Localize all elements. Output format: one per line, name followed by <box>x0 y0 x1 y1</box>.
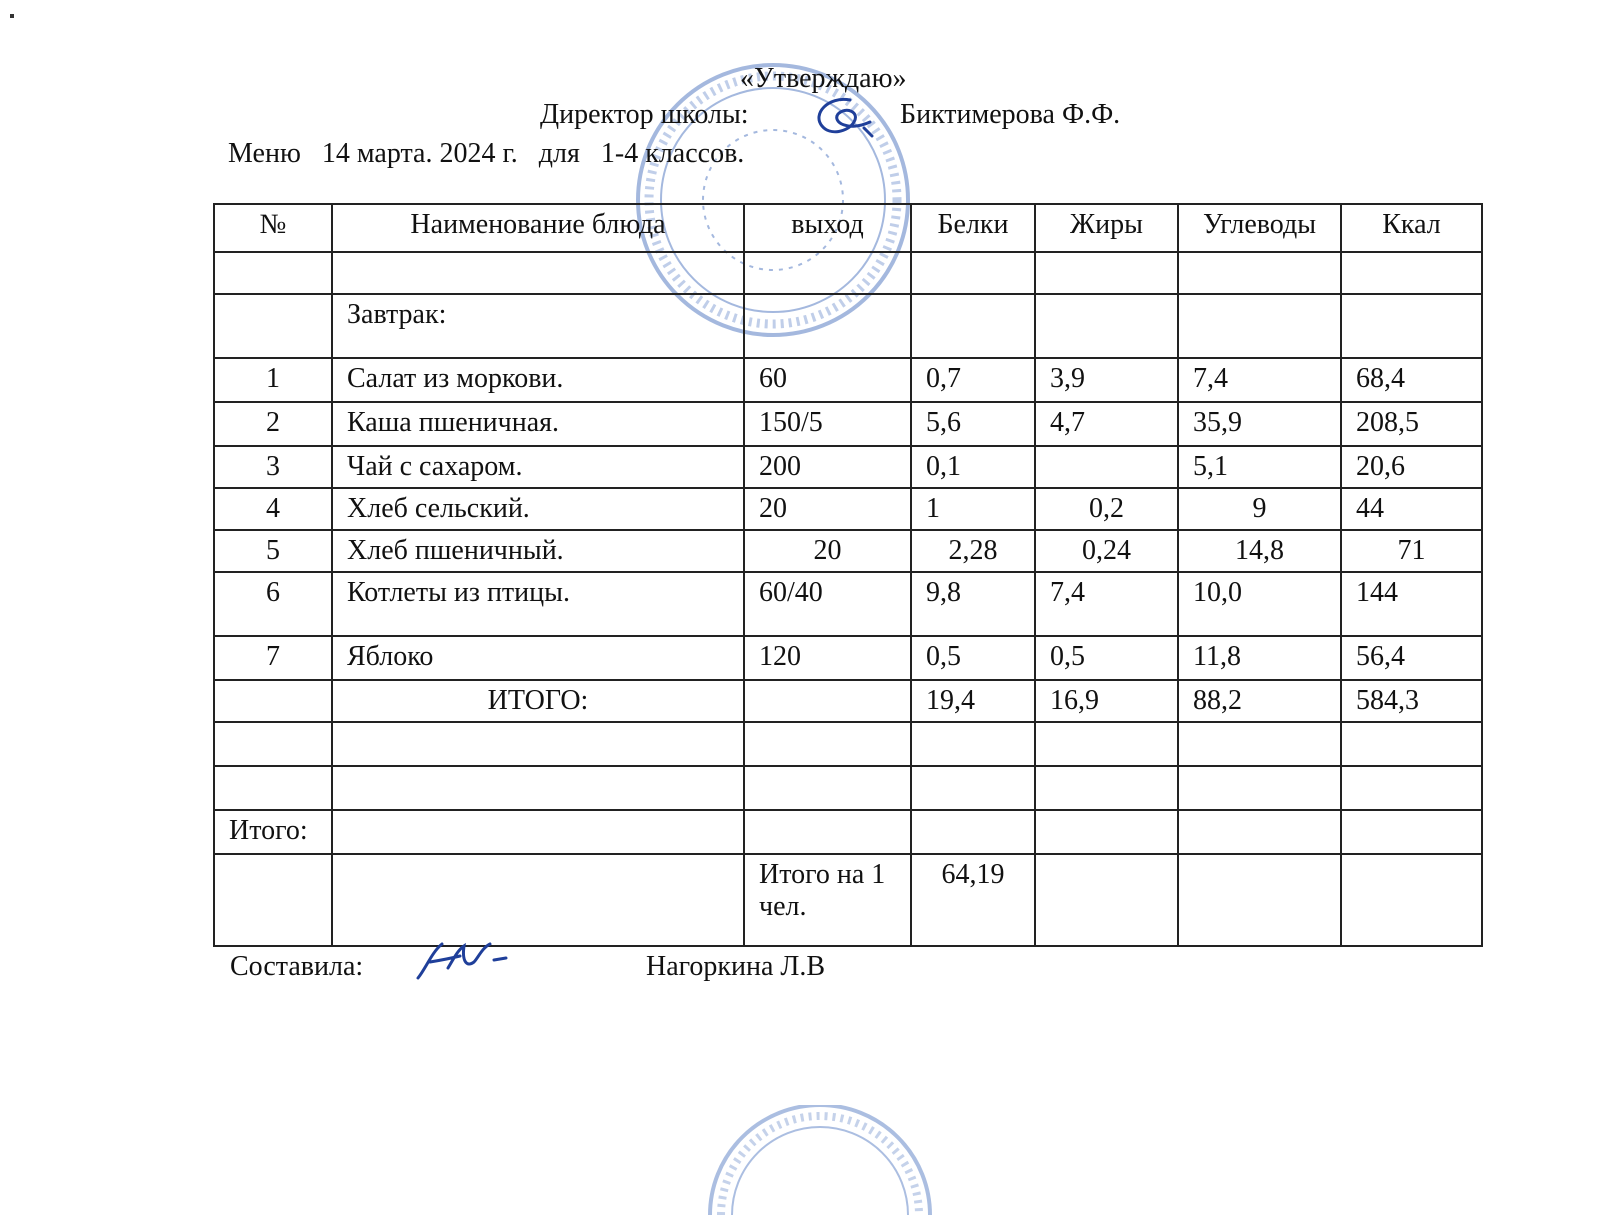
row-protein: 0,1 <box>911 446 1035 488</box>
row-number: 1 <box>214 358 332 402</box>
row-fat <box>1035 446 1178 488</box>
table-header-row <box>214 204 1482 252</box>
per-person-label: Итого на 1 чел. <box>744 854 911 946</box>
row-fat: 4,7 <box>1035 402 1178 446</box>
total-label: ИТОГО: <box>332 680 744 722</box>
director-signature-icon <box>808 92 878 140</box>
total-protein: 19,4 <box>911 680 1035 722</box>
row-kcal: 71 <box>1341 530 1482 572</box>
table-row-per-person <box>214 854 1482 946</box>
table-row-total <box>214 680 1482 722</box>
header-protein: Белки <box>911 204 1035 252</box>
menu-date: 14 марта. 2024 г. <box>321 138 518 169</box>
approval-title: «Утверждаю» <box>740 63 907 94</box>
row-dish-name: Хлеб сельский. <box>332 488 744 530</box>
lower-stamp-icon <box>700 1105 940 1225</box>
itogo-label: Итого: <box>214 810 332 854</box>
row-number: 5 <box>214 530 332 572</box>
row-output: 120 <box>744 636 911 680</box>
row-output: 60 <box>744 358 911 402</box>
table-row <box>214 488 1482 530</box>
menu-classes: 1-4 классов. <box>600 138 745 169</box>
row-carbs: 10,0 <box>1178 572 1341 636</box>
row-output: 20 <box>744 488 911 530</box>
row-carbs: 35,9 <box>1178 402 1341 446</box>
header-carbs: Углеводы <box>1178 204 1341 252</box>
row-output: 60/40 <box>744 572 911 636</box>
menu-for: для <box>538 138 580 169</box>
row-kcal: 56,4 <box>1341 636 1482 680</box>
table-row-section <box>214 294 1482 358</box>
row-protein: 9,8 <box>911 572 1035 636</box>
row-number: 2 <box>214 402 332 446</box>
row-protein: 0,5 <box>911 636 1035 680</box>
row-carbs: 7,4 <box>1178 358 1341 402</box>
header-fat: Жиры <box>1035 204 1178 252</box>
per-person-value: 64,19 <box>911 854 1035 946</box>
row-protein: 5,6 <box>911 402 1035 446</box>
row-dish-name: Салат из моркови. <box>332 358 744 402</box>
total-carbs: 88,2 <box>1178 680 1341 722</box>
menu-line <box>228 137 744 171</box>
director-label: Директор школы: <box>540 99 749 130</box>
table-row <box>214 358 1482 402</box>
row-protein: 0,7 <box>911 358 1035 402</box>
row-fat: 3,9 <box>1035 358 1178 402</box>
row-dish-name: Чай с сахаром. <box>332 446 744 488</box>
row-output: 200 <box>744 446 911 488</box>
row-carbs: 11,8 <box>1178 636 1341 680</box>
row-carbs: 9 <box>1178 488 1341 530</box>
row-dish-name: Каша пшеничная. <box>332 402 744 446</box>
row-kcal: 144 <box>1341 572 1482 636</box>
row-output: 20 <box>744 530 911 572</box>
row-kcal: 44 <box>1341 488 1482 530</box>
table-row-empty <box>214 722 1482 766</box>
table-row <box>214 636 1482 680</box>
row-number: 3 <box>214 446 332 488</box>
table-row <box>214 530 1482 572</box>
row-carbs: 14,8 <box>1178 530 1341 572</box>
row-dish-name: Яблоко <box>332 636 744 680</box>
total-fat: 16,9 <box>1035 680 1178 722</box>
row-fat: 7,4 <box>1035 572 1178 636</box>
director-name: Биктимерова Ф.Ф. <box>900 99 1121 130</box>
row-kcal: 20,6 <box>1341 446 1482 488</box>
row-dish-name: Хлеб пшеничный. <box>332 530 744 572</box>
header-dish-name: Наименование блюда <box>332 204 744 252</box>
header-number: № <box>214 204 332 252</box>
table-row <box>214 572 1482 636</box>
table-row <box>214 446 1482 488</box>
row-number: 7 <box>214 636 332 680</box>
row-kcal: 68,4 <box>1341 358 1482 402</box>
header-output: выход <box>744 204 911 252</box>
table-row-empty <box>214 766 1482 810</box>
row-protein: 2,28 <box>911 530 1035 572</box>
menu-prefix: Меню <box>228 138 301 169</box>
section-breakfast: Завтрак: <box>332 294 744 358</box>
total-kcal: 584,3 <box>1341 680 1482 722</box>
compiler-name: Нагоркина Л.В <box>646 951 826 982</box>
row-protein: 1 <box>911 488 1035 530</box>
row-dish-name: Котлеты из птицы. <box>332 572 744 636</box>
row-fat: 0,24 <box>1035 530 1178 572</box>
table-row-itogo <box>214 810 1482 854</box>
row-kcal: 208,5 <box>1341 402 1482 446</box>
compiled-label: Составила: <box>230 951 364 982</box>
row-output: 150/5 <box>744 402 911 446</box>
header-kcal: Ккал <box>1341 204 1482 252</box>
row-fat: 0,5 <box>1035 636 1178 680</box>
row-carbs: 5,1 <box>1178 446 1341 488</box>
row-number: 4 <box>214 488 332 530</box>
row-fat: 0,2 <box>1035 488 1178 530</box>
table-row-empty <box>214 252 1482 294</box>
menu-table <box>213 203 1483 947</box>
table-row <box>214 402 1482 446</box>
scan-speck <box>10 14 14 18</box>
row-number: 6 <box>214 572 332 636</box>
